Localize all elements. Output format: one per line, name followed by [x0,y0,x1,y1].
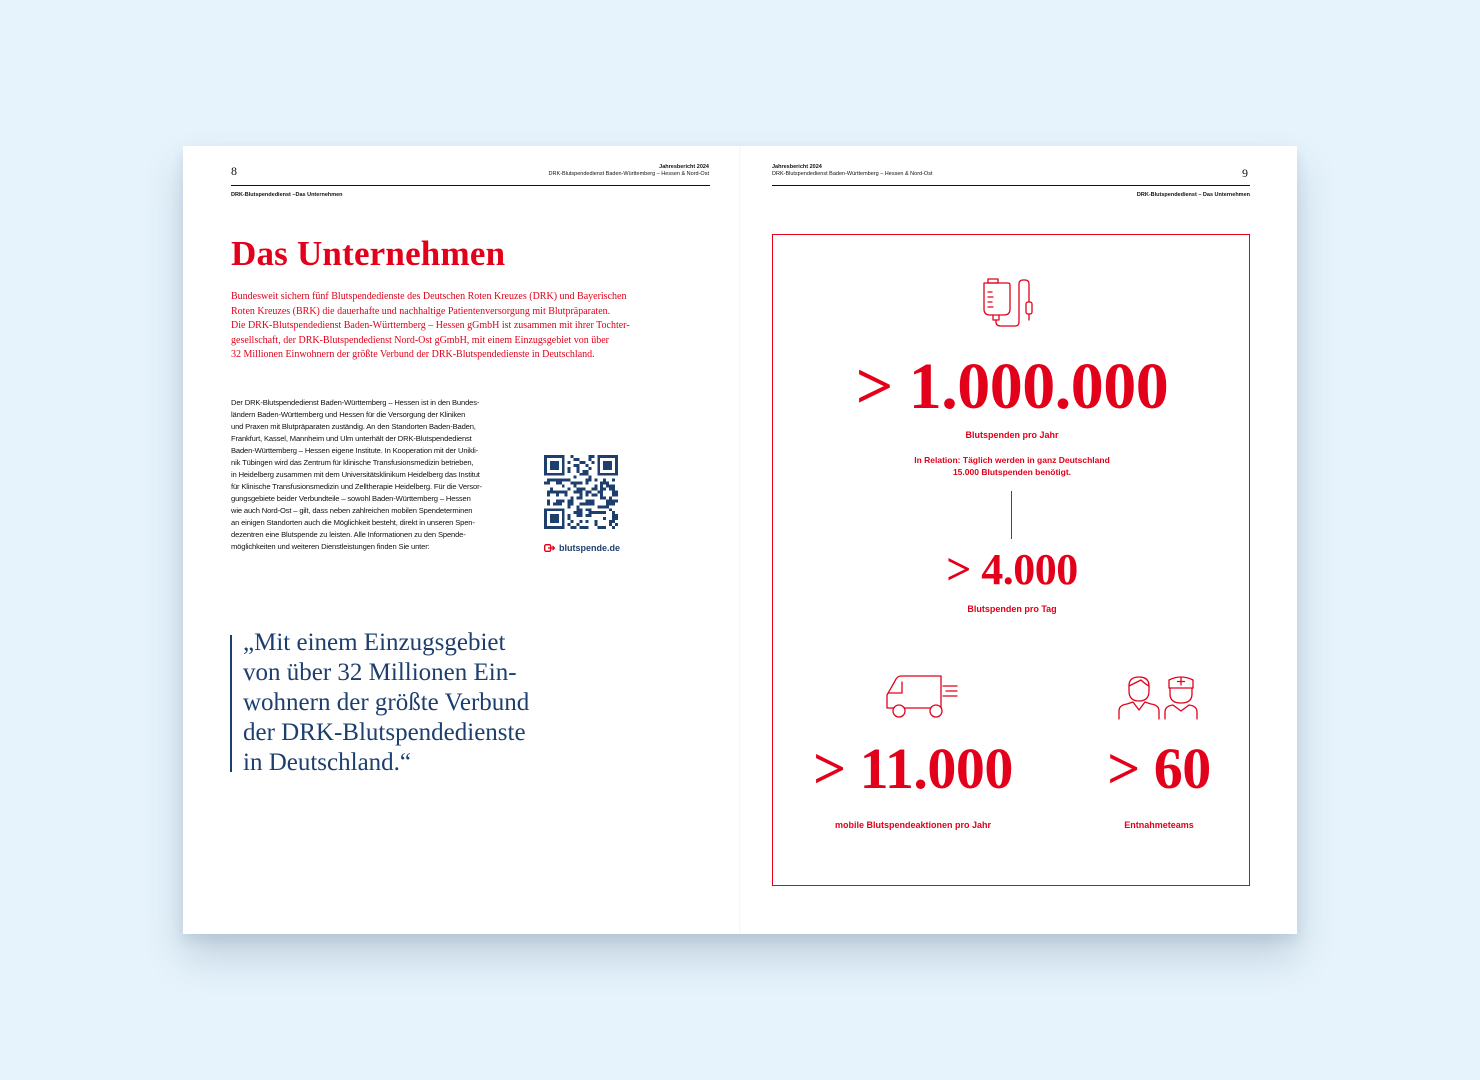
blutspende-link-label: blutspende.de [559,543,621,553]
van-icon [885,673,959,719]
body-line: Der DRK-Blutspendedienst Baden-Württemberg – Hessen ist in den Bundes- [231,398,480,407]
stat-mobile-label: mobile Blutspendeaktionen pro Jahr [834,820,992,830]
quote-line: in Deutschland.“ [243,749,412,776]
report-subtitle: DRK-Blutspendedienst Baden-Württemberg – Hessen & Nord-Ost [548,171,709,177]
body-line: Baden-Württemberg – Hessen eigene Institute. In Kooperation mit der Unikli- [231,446,479,455]
left-page-header [549,164,710,178]
right-header-rule [772,185,1250,186]
stat-per-day-label: Blutspenden pro Tag [967,604,1057,614]
quote-bar [230,635,232,772]
body-line: Frankfurt, Kassel, Mannheim und Ulm unterhält der DRK-Blutspendedienst [231,434,472,443]
stat-mobile-value: > 11.000 [813,736,1013,801]
stats-box [772,234,1250,886]
body-line: an einigen Standorten auch die Möglichkeit besteht, direkt in unseren Spen- [231,518,475,527]
stat-per-year-value: > 1.000.000 [855,350,1169,423]
body-line: möglichkeiten und weiteren Dienstleistungen finden Sie unter: [231,542,430,551]
pull-quote [243,628,603,778]
report-title: Jahresbericht 2024 [772,164,822,170]
intro-line: gesellschaft, der DRK-Blutspendedienst Nord-Ost gGmbH, mit einem Einzugsgebiet von über [231,334,609,346]
intro-line: 32 Millionen Einwohnern der größte Verbund der DRK-Blutspendedienste in Deutschland. [231,349,595,360]
stat-divider-line [1011,491,1012,539]
body-line: in Heidelberg zusammen mit dem Universitätsklinikum Heidelberg das Institut [231,470,480,479]
intro-line: Die DRK-Blutspendedienst Baden-Württemberg – Hessen gGmbH ist zusammen mit ihrer Tochter- [231,320,630,331]
blood-bag-icon [979,276,1037,332]
right-section-tag: DRK-Blutspendedienst – Das Unternehmen [1136,192,1250,198]
stat-teams-value: > 60 [1107,736,1211,801]
relation-line: 15.000 Blutspenden benötigt. [952,467,1072,477]
medical-staff-icon [1117,674,1203,720]
intro-line: Bundesweit sichern fünf Blutspendedienste des Deutschen Roten Kreuzes (DRK) und Bayerischen [231,291,627,302]
left-header-rule [231,185,710,186]
stat-per-year-label: Blutspenden pro Jahr [965,430,1059,440]
stat-per-day-value: > 4.000 [946,545,1078,594]
left-page-number: 8 [231,164,237,178]
quote-line: wohnern der größte Verbund [243,689,530,716]
report-subtitle: DRK-Blutspendedienst Baden-Württemberg – Hessen & Nord-Ost [772,171,933,177]
body-line: und Praxen mit Blutpräparaten zuständig. An den Standorten Baden-Baden, [231,422,476,431]
left-section-tag: DRK-Blutspendedienst –Das Unternehmen [231,192,343,198]
quote-line: von über 32 Millionen Ein- [243,659,517,686]
report-spread [183,146,1297,934]
body-line: dezentren eine Blutspende zu leisten. Alle Informationen zu den Spende- [231,530,466,539]
body-paragraph [231,397,523,553]
intro-paragraph [231,290,706,363]
page-gutter [739,146,741,934]
qr-code-icon [544,455,618,529]
body-line: ländern Baden-Württemberg und Hessen für die Versorgung der Kliniken [231,410,466,419]
page-title: Das Unternehmen [231,234,506,273]
right-page-header [772,164,933,178]
body-line: gungsgebiete beider Verbundteile – sowohl Baden-Württemberg – Hessen [231,494,471,503]
right-page-number: 9 [1242,166,1248,180]
quote-line: „Mit einem Einzugsgebiet [243,629,506,656]
qr-code[interactable] [544,455,618,529]
report-title: Jahresbericht 2024 [659,164,709,170]
body-line: nik Tübingen wird das Zentrum für klinische Transfusionsmedizin betrieben, [231,458,474,467]
body-line: wie auch Nord-Ost – gilt, dass neben zahlreichen mobilen Spendeterminen [231,506,473,515]
body-line: für Klinische Transfusionsmedizin und Zelltherapie Heidelberg. Für die Versor- [231,482,482,491]
quote-line: der DRK-Blutspendedienste [243,719,526,746]
link-arrow-icon [544,544,555,552]
blutspende-link[interactable] [544,543,620,553]
stat-teams-label: Entnahmeteams [1124,820,1194,830]
intro-line: Roten Kreuzes (BRK) die dauerhafte und nachhaltige Patientenversorgung mit Blutpräparaten. [231,305,611,317]
relation-note [773,454,1251,478]
relation-line: In Relation: Täglich werden in ganz Deutschland [914,455,1110,465]
